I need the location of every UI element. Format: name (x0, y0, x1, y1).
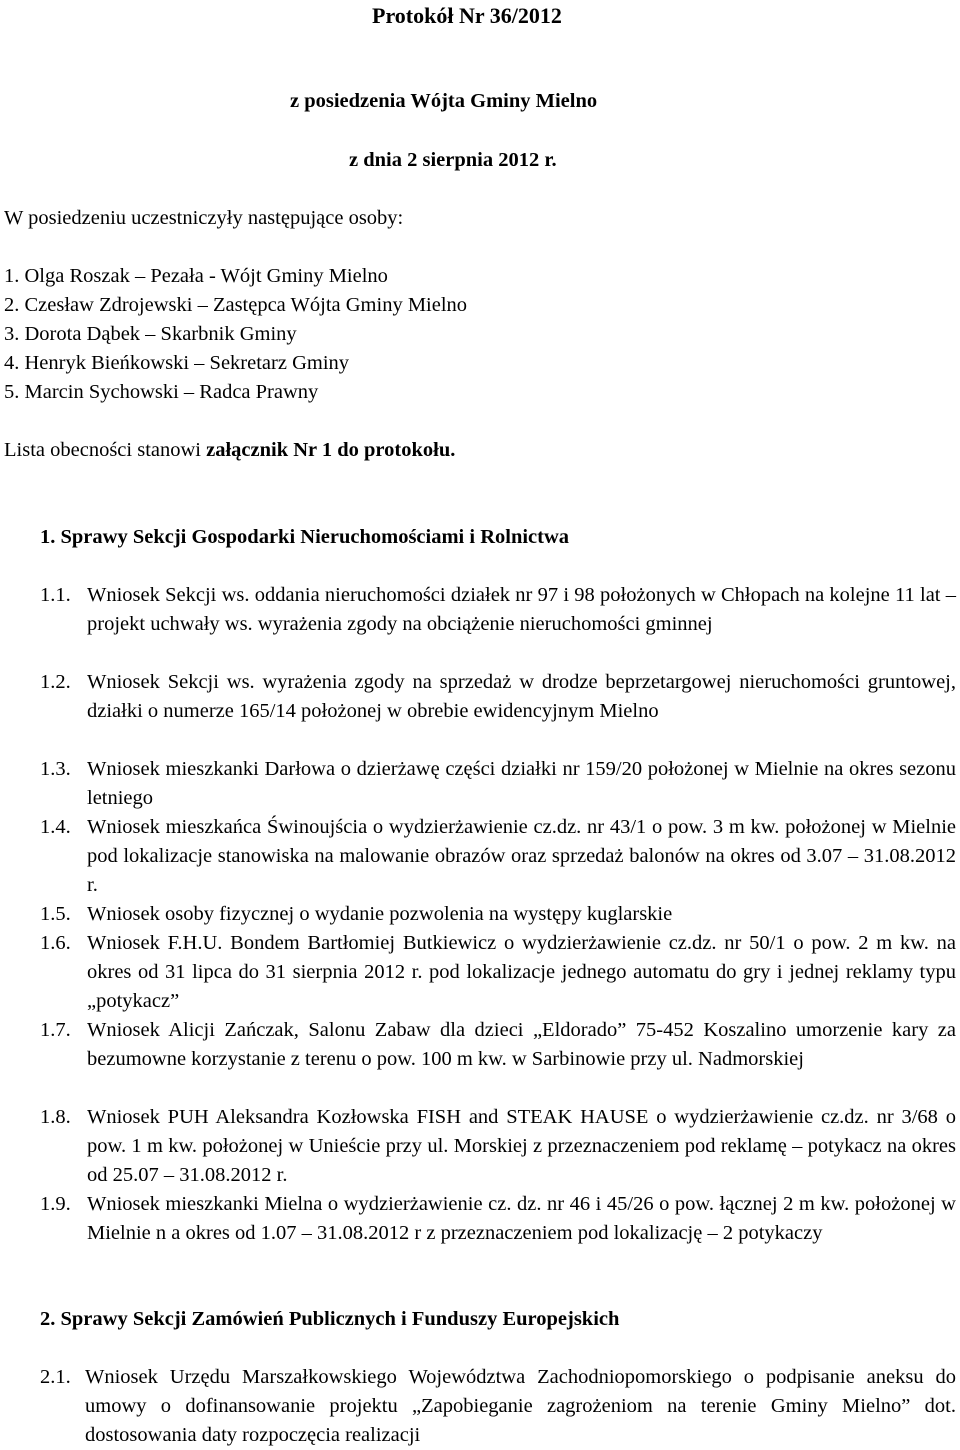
agenda-item-number: 1.7. (40, 1019, 71, 1041)
agenda-item-text: Wniosek Sekcji ws. wyrażenia zgody na sprzedaż w drodze beprzetargowej nieruchomości gruntowej, działki o numerze 165/14 położonej w obrebie ewidencyjnym Mielno (87, 671, 956, 722)
agenda-item-1-3 (40, 755, 956, 813)
participant-3: 3. Dorota Dąbek – Skarbnik Gminy (4, 323, 297, 345)
agenda-item-number: 1.3. (40, 758, 71, 780)
agenda-item-1-7 (40, 1016, 956, 1074)
agenda-item-1-5 (40, 900, 956, 929)
agenda-item-text: Wniosek F.H.U. Bondem Bartłomiej Butkiewicz o wydzierżawienie cz.dz. nr 50/1 o pow. 2 m kw. na okres od 31 lipca do 31 sierpnia 2012 r. pod lokalizacje jednego automatu do gry i jednej reklamy typu „potykacz” (87, 932, 956, 1012)
agenda-item-text: Wniosek mieszkanki Mielna o wydzierżawienie cz. dz. nr 46 i 45/26 o pow. łącznej 2 m kw. położonej w Mielnie n a okres od 1.07 – 31.08.2012 r z przeznaczeniem pod lokalizację – 2 potykaczy (87, 1193, 956, 1244)
section-2-heading: 2. Sprawy Sekcji Zamówień Publicznych i Funduszy Europejskich (40, 1308, 620, 1330)
agenda-item-text: Wniosek Sekcji ws. oddania nieruchomości działek nr 97 i 98 położonych w Chłopach na kolejne 11 lat – projekt uchwały ws. wyrażenia zgody na obciążenie nieruchomości gminnej (87, 584, 956, 635)
agenda-item-number: 1.9. (40, 1193, 71, 1215)
agenda-item-text: Wniosek mieszkanki Darłowa o dzierżawę części działki nr 159/20 położonej w Mielnie na okres sezonu letniego (87, 758, 956, 809)
agenda-item-1-1 (40, 581, 956, 639)
agenda-item-number: 1.5. (40, 903, 71, 925)
document-title: Protokół Nr 36/2012 (372, 3, 562, 28)
document-date: z dnia 2 sierpnia 2012 r. (349, 149, 557, 171)
attachment-reference: załącznik Nr 1 do protokołu. (206, 439, 456, 461)
agenda-item-number: 1.6. (40, 932, 71, 954)
attendance-prefix: Lista obecności stanowi (4, 439, 207, 461)
agenda-item-2-1 (40, 1363, 956, 1450)
agenda-item-1-2 (40, 668, 956, 726)
agenda-item-1-9 (40, 1190, 956, 1248)
participants-intro: W posiedzeniu uczestniczyły następujące osoby: (4, 207, 404, 229)
agenda-item-number: 1.2. (40, 671, 71, 693)
agenda-item-text: Wniosek PUH Aleksandra Kozłowska FISH and STEAK HAUSE o wydzierżawienie cz.dz. nr 3/68 o pow. 1 m kw. położonej w Unieście przy ul. Morskiej z przeznaczeniem pod reklamę – potykacz na okres od 25.07 – 31.08.2012 r. (87, 1106, 956, 1186)
attendance-note (4, 436, 455, 465)
agenda-item-text: Wniosek osoby fizycznej o wydanie pozwolenia na występy kuglarskie (87, 903, 673, 925)
section-1-heading: 1. Sprawy Sekcji Gospodarki Nieruchomościami i Rolnictwa (40, 526, 570, 548)
participant-2: 2. Czesław Zdrojewski – Zastępca Wójta Gminy Mielno (4, 294, 468, 316)
agenda-item-1-8 (40, 1103, 956, 1190)
agenda-item-number: 1.8. (40, 1106, 71, 1128)
participant-1: 1. Olga Roszak – Pezała - Wójt Gminy Mielno (4, 265, 388, 287)
participant-4: 4. Henryk Bieńkowski – Sekretarz Gminy (4, 352, 350, 374)
agenda-item-number: 1.1. (40, 584, 71, 606)
agenda-item-1-4 (40, 813, 956, 900)
participant-5: 5. Marcin Sychowski – Radca Prawny (4, 381, 319, 403)
document-subtitle: z posiedzenia Wójta Gminy Mielno (290, 90, 598, 112)
agenda-item-text: Wniosek Alicji Zańczak, Salonu Zabaw dla dzieci „Eldorado” 75-452 Koszalino umorzenie kary za bezumowne korzystanie z terenu o pow. 100 m kw. w Sarbinowie przy ul. Nadmorskiej (87, 1019, 956, 1070)
agenda-item-text: Wniosek Urzędu Marszałkowskiego Województwa Zachodniopomorskiego o podpisanie aneksu do umowy o dofinansowanie projektu „Zapobieganie zagrożeniom na terenie Gminy Mielno” dot. dostosowania daty rozpoczęcia realizacji (85, 1366, 956, 1446)
agenda-item-number: 1.4. (40, 816, 71, 838)
agenda-item-number: 2.1. (40, 1366, 71, 1388)
agenda-item-1-6 (40, 929, 956, 1016)
agenda-item-text: Wniosek mieszkańca Świnoujścia o wydzierżawienie cz.dz. nr 43/1 o pow. 3 m kw. położonej w Mielnie pod lokalizacje stanowiska na malowanie obrazów oraz sprzedaż balonów na okres od 3.07 – 31.08.2012 r. (87, 816, 956, 896)
